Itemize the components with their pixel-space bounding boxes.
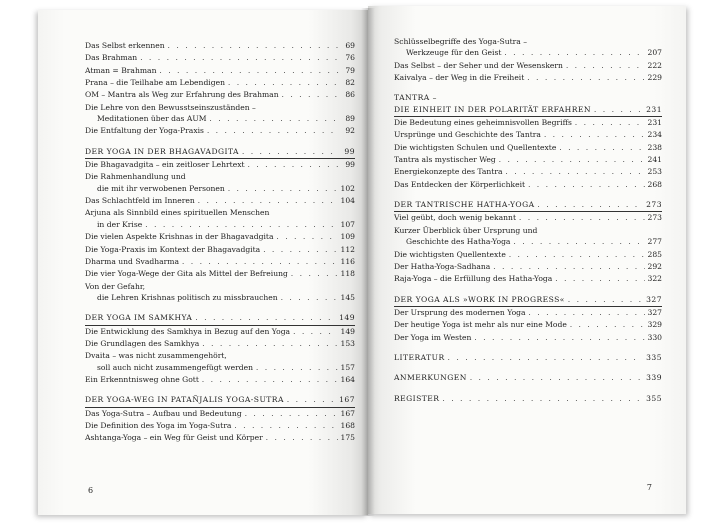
- toc-entry-title: in der Krise: [97, 219, 143, 229]
- toc-entry-title: OM – Mantra als Weg zur Erfahrung des Brahman: [85, 90, 279, 100]
- toc-entry: [394, 307, 662, 319]
- toc-entry-title: Dharma und Svadharma: [85, 256, 179, 266]
- toc-entry-title: Tantra als mystischer Weg: [394, 155, 496, 165]
- toc-entry-title: Die vielen Aspekte Krishnas in der Bhagavadgita: [85, 232, 274, 242]
- toc-entry-page: 167: [339, 395, 355, 405]
- dot-leader: [282, 90, 340, 101]
- table-of-contents-left: [85, 40, 355, 445]
- toc-entry-page: 253: [647, 167, 662, 177]
- toc-entry: [85, 40, 355, 52]
- toc-entry: [394, 273, 662, 285]
- toc-entry: [85, 244, 355, 256]
- toc-entry-page: 292: [647, 261, 662, 271]
- toc-entry-title: Die Lehre von den Bewusstseinszuständen –: [85, 102, 256, 112]
- dot-leader: [442, 394, 643, 405]
- toc-entry-page: 207: [647, 48, 662, 58]
- dot-leader: [559, 143, 644, 154]
- toc-entry-title: Ursprünge und Geschichte des Tantra: [394, 130, 541, 140]
- toc-entry-title: die mit ihr verwobenen Personen: [97, 183, 225, 193]
- dot-leader: [168, 41, 340, 52]
- toc-entry-title: Die Entfaltung der Yoga-Praxis: [85, 126, 204, 136]
- toc-entry-title: ANMERKUNGEN: [394, 373, 467, 383]
- toc-entry: [394, 60, 662, 72]
- toc-entry: [85, 125, 355, 137]
- dot-leader: [228, 78, 340, 89]
- toc-entry-title: Die wichtigsten Schulen und Quellentexte: [394, 142, 557, 152]
- toc-entry: [85, 65, 355, 77]
- dot-leader: [228, 184, 338, 195]
- toc-entry: [85, 374, 355, 386]
- toc-entry-title: DIE EINHEIT IN DER POLARITÄT ERFAHREN: [394, 104, 592, 114]
- dot-leader: [509, 250, 645, 261]
- toc-entry: [394, 36, 662, 47]
- toc-entry-page: 234: [647, 130, 662, 140]
- dot-leader: [281, 293, 338, 304]
- toc-entry: [394, 142, 662, 154]
- toc-entry-title: Die vier Yoga-Wege der Gita als Mittel der Befreiung: [85, 269, 288, 279]
- dot-leader: [207, 126, 340, 137]
- toc-entry: [85, 113, 355, 125]
- toc-entry-page: 82: [345, 78, 355, 88]
- toc-entry-title: Die Grundlagen des Samkhya: [85, 338, 200, 348]
- toc-entry: [85, 231, 355, 243]
- toc-entry-title: Energiekonzepte des Tantra: [394, 167, 503, 177]
- dot-leader: [256, 363, 338, 374]
- toc-entry-title: Die Bhagavadgita – ein zeitloser Lehrtext: [85, 160, 245, 170]
- toc-section-heading: [394, 104, 662, 116]
- toc-entry: [85, 268, 355, 280]
- toc-entry-page: 335: [646, 352, 662, 362]
- toc-entry-title: Atman = Brahman: [85, 65, 157, 75]
- toc-entry-title: REGISTER: [394, 393, 440, 403]
- toc-entry-page: 153: [340, 338, 355, 348]
- dot-leader: [555, 274, 644, 285]
- toc-entry: [85, 408, 355, 420]
- toc-entry-title: Das Entdecken der Körperlichkeit: [394, 179, 526, 189]
- toc-section-heading: [394, 199, 662, 211]
- dot-leader: [195, 313, 336, 324]
- toc-entry: [85, 256, 355, 268]
- toc-entry-page: 167: [340, 408, 355, 418]
- dot-leader: [527, 73, 644, 84]
- toc-entry-page: 222: [647, 60, 662, 70]
- toc-entry-page: 322: [647, 274, 662, 284]
- toc-entry: [85, 102, 355, 113]
- right-page: [368, 6, 686, 514]
- dot-leader: [159, 66, 340, 77]
- toc-entry: [394, 166, 662, 178]
- toc-section-heading: [394, 393, 662, 405]
- toc-entry: [394, 225, 662, 236]
- dot-leader: [145, 220, 337, 231]
- dot-leader: [291, 269, 338, 280]
- toc-entry-title: Ein Erkenntnisweg ohne Gott: [85, 374, 199, 384]
- toc-entry: [394, 179, 662, 191]
- toc-entry: [85, 195, 355, 207]
- toc-entry: [85, 281, 355, 292]
- book-gutter-shadow: [361, 8, 375, 516]
- toc-entry-page: 175: [340, 433, 355, 443]
- toc-entry-page: 327: [646, 294, 662, 304]
- dot-leader: [575, 118, 645, 129]
- dot-leader: [470, 373, 643, 384]
- toc-entry: [394, 117, 662, 129]
- toc-entry: [85, 207, 355, 218]
- dot-leader: [293, 327, 337, 338]
- dot-leader: [506, 167, 645, 178]
- toc-entry-title: Die Entwicklung des Samkhya in Bezug auf den Yoga: [85, 326, 291, 336]
- toc-entry-page: 69: [345, 41, 355, 50]
- toc-entry-page: 241: [647, 155, 662, 165]
- toc-entry-title: Schlüsselbegriffe des Yoga-Sutra –: [394, 37, 528, 46]
- toc-entry: [85, 362, 355, 374]
- toc-entry-page: 99: [344, 146, 355, 156]
- toc-section-heading: [394, 352, 662, 364]
- toc-entry-page: 231: [646, 104, 662, 114]
- dot-leader: [529, 308, 645, 319]
- toc-entry-page: 285: [647, 249, 662, 259]
- toc-entry-page: 277: [647, 237, 662, 247]
- dot-leader: [245, 409, 338, 420]
- toc-entry-title: Das Selbst erkennen: [85, 41, 165, 50]
- toc-entry-title: Das Schlachtfeld im Inneren: [85, 196, 195, 206]
- dot-leader: [493, 262, 644, 273]
- toc-entry-title: Das Brahman: [85, 53, 138, 63]
- toc-entry-page: 168: [340, 420, 355, 430]
- toc-entry: [85, 219, 355, 231]
- dot-leader: [210, 114, 340, 125]
- toc-entry-page: 164: [340, 374, 355, 384]
- dot-leader: [528, 180, 644, 191]
- toc-entry-page: 149: [340, 326, 355, 336]
- dot-leader: [182, 257, 338, 268]
- toc-entry-title: Kurzer Überblick über Ursprung und: [394, 225, 538, 235]
- toc-entry-title: Werkzeuge für den Geist: [406, 48, 502, 58]
- toc-entry: [85, 338, 355, 350]
- left-page: [38, 10, 368, 515]
- dot-leader: [513, 237, 644, 248]
- dot-leader: [519, 213, 645, 224]
- toc-entry-page: 339: [646, 373, 662, 383]
- toc-section-heading: [394, 92, 662, 103]
- toc-entry-title: Dvaita – was nicht zusammengehört,: [85, 351, 227, 361]
- toc-entry-page: 86: [345, 90, 355, 100]
- dot-leader: [202, 339, 337, 350]
- toc-entry-page: 273: [646, 200, 662, 210]
- toc-entry-title: Die Definition des Yoga im Yoga-Sutra: [85, 420, 232, 430]
- toc-entry: [85, 52, 355, 64]
- toc-entry: [394, 236, 662, 248]
- toc-entry-page: 329: [647, 320, 662, 330]
- toc-entry-title: Die Rahmenhandlung und: [85, 172, 186, 182]
- toc-entry-title: Das Yoga-Sutra – Aufbau und Bedeutung: [85, 408, 242, 418]
- dot-leader: [474, 333, 644, 344]
- toc-entry-page: 157: [340, 362, 355, 372]
- dot-leader: [568, 295, 643, 306]
- dot-leader: [276, 232, 337, 243]
- toc-entry: [394, 154, 662, 166]
- dot-leader: [594, 105, 643, 116]
- dot-leader: [263, 245, 337, 256]
- toc-entry-page: 145: [340, 292, 355, 302]
- toc-entry-title: DER YOGA ALS »WORK IN PROGRESS«: [394, 294, 565, 304]
- toc-entry-page: 116: [340, 256, 355, 266]
- toc-entry-title: Von der Gefahr,: [85, 281, 146, 291]
- toc-entry: [85, 89, 355, 101]
- toc-entry: [394, 47, 662, 59]
- right-page-number: 7: [646, 483, 652, 492]
- toc-entry-title: Der heutige Yoga ist mehr als nur eine Mode: [394, 320, 567, 330]
- toc-entry-page: 268: [647, 179, 662, 189]
- toc-entry-title: DER YOGA IM SAMKHYA: [85, 313, 193, 323]
- toc-entry-title: Arjuna als Sinnbild eines spirituellen Menschen: [85, 208, 270, 218]
- toc-entry-title: Prana – die Teilhabe am Lebendigen: [85, 78, 225, 88]
- toc-section-heading: [394, 372, 662, 384]
- toc-entry: [394, 332, 662, 344]
- toc-entry-title: Raja-Yoga – die Erfüllung des Hatha-Yoga: [394, 274, 553, 284]
- toc-entry-page: 99: [345, 160, 355, 170]
- toc-entry-page: 273: [647, 213, 662, 223]
- dot-leader: [287, 395, 336, 406]
- toc-entry-page: 109: [340, 232, 355, 242]
- toc-entry: [394, 129, 662, 141]
- left-page-number: 6: [88, 486, 94, 495]
- toc-entry-page: 92: [345, 126, 355, 136]
- dot-leader: [570, 320, 645, 331]
- toc-entry: [85, 183, 355, 195]
- toc-entry-page: 79: [345, 65, 355, 75]
- toc-entry: [85, 432, 355, 444]
- toc-entry-title: Der Yoga im Westen: [394, 332, 472, 342]
- toc-entry-title: Meditationen über das AUM: [97, 114, 207, 124]
- dot-leader: [448, 353, 643, 364]
- toc-entry-title: TANTRA –: [394, 93, 437, 103]
- toc-entry: [85, 77, 355, 89]
- dot-leader: [242, 147, 340, 158]
- dot-leader: [140, 53, 340, 64]
- toc-entry-title: Die wichtigsten Quellentexte: [394, 249, 506, 259]
- toc-section-heading: [85, 394, 355, 406]
- toc-entry: [85, 292, 355, 304]
- dot-leader: [504, 48, 644, 59]
- toc-entry: [394, 261, 662, 273]
- toc-entry-title: DER YOGA IN DER BHAGAVADGITA: [85, 146, 239, 156]
- toc-entry-title: Der Hatha-Yoga-Sadhana: [394, 261, 491, 271]
- toc-entry-page: 104: [340, 196, 355, 206]
- dot-leader: [234, 421, 337, 432]
- dot-leader: [198, 196, 338, 207]
- table-of-contents-right: [394, 36, 662, 405]
- toc-entry-title: Kaivalya – der Weg in die Freiheit: [394, 73, 525, 83]
- toc-entry-page: 330: [647, 332, 662, 342]
- toc-entry-page: 89: [345, 114, 355, 124]
- toc-entry-page: 112: [340, 244, 355, 254]
- dot-leader: [202, 375, 338, 386]
- toc-entry-page: 238: [647, 142, 662, 152]
- toc-entry-title: soll auch nicht zusammengefügt werden: [97, 362, 253, 372]
- toc-entry-title: Geschichte des Hatha-Yoga: [406, 237, 511, 247]
- toc-entry-page: 102: [340, 183, 355, 193]
- toc-entry-title: LITERATUR: [394, 352, 445, 362]
- toc-section-heading: [394, 294, 662, 306]
- dot-leader: [544, 130, 645, 141]
- toc-entry: [394, 212, 662, 224]
- toc-entry-title: die Lehren Krishnas politisch zu missbrauchen: [97, 292, 278, 302]
- toc-entry: [394, 319, 662, 331]
- toc-section-heading: [85, 312, 355, 324]
- toc-entry-title: Der Ursprung des modernen Yoga: [394, 307, 526, 317]
- toc-entry: [394, 72, 662, 84]
- toc-section-heading: [85, 146, 355, 158]
- toc-entry-page: 118: [340, 269, 355, 279]
- toc-entry-page: 327: [647, 307, 662, 317]
- dot-leader: [499, 155, 645, 166]
- dot-leader: [248, 160, 340, 171]
- dot-leader: [538, 200, 644, 211]
- toc-entry-page: 229: [647, 73, 662, 83]
- toc-entry: [394, 249, 662, 261]
- toc-entry-title: Viel geübt, doch wenig bekannt: [394, 213, 516, 223]
- toc-entry: [85, 350, 355, 361]
- toc-entry-title: DER TANTRISCHE HATHA-YOGA: [394, 200, 535, 210]
- toc-entry-title: Die Yoga-Praxis im Kontext der Bhagavadgita: [85, 244, 261, 254]
- toc-entry: [85, 326, 355, 338]
- toc-entry-title: Das Selbst – der Seher und der Wesenskern: [394, 60, 563, 70]
- toc-entry-page: 149: [339, 313, 355, 323]
- toc-entry-title: Ashtanga-Yoga – ein Weg für Geist und Körper: [85, 433, 263, 443]
- toc-entry-page: 355: [646, 393, 662, 403]
- toc-entry-title: Die Bedeutung eines geheimnisvollen Begriffs: [394, 118, 572, 128]
- dot-leader: [266, 433, 338, 444]
- toc-entry: [85, 171, 355, 182]
- toc-entry-title: DER YOGA-WEG IN PATAÑJALIS YOGA-SUTRA: [85, 395, 284, 405]
- toc-entry: [85, 420, 355, 432]
- toc-entry-page: 107: [340, 219, 355, 229]
- dot-leader: [566, 61, 645, 72]
- toc-entry: [85, 159, 355, 171]
- toc-entry-page: 231: [647, 118, 662, 128]
- toc-entry-page: 76: [345, 53, 355, 63]
